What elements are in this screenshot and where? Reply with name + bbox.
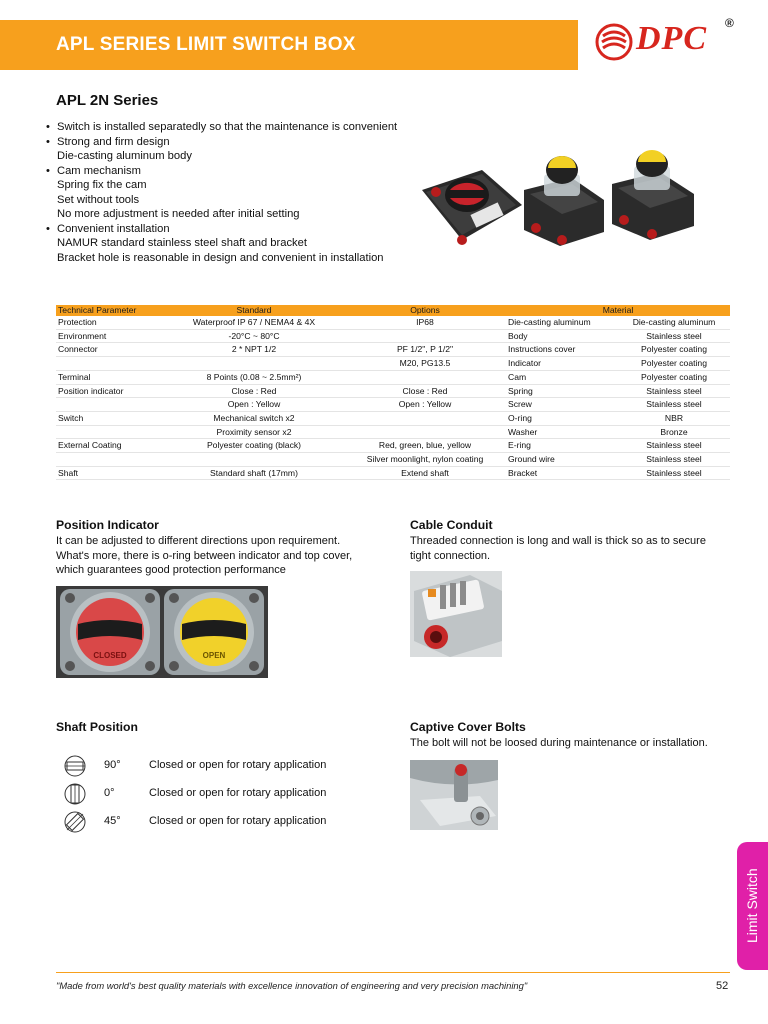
- table-row: [56, 384, 730, 398]
- param-cell: Position indicator: [56, 384, 164, 398]
- brand-name: DPC: [636, 20, 707, 57]
- page-number: 52: [716, 980, 729, 992]
- captive-bolt-photo: [410, 760, 498, 830]
- param-cell: External Coating: [56, 439, 164, 453]
- shaft-45-text: Closed or open for rotary application: [149, 815, 327, 827]
- standard-cell: [164, 357, 344, 371]
- options-cell: Close : Red: [344, 384, 506, 398]
- shaft-row-45: [62, 811, 392, 833]
- standard-cell: -20°C ~ 80°C: [164, 329, 344, 343]
- feature-item: Spring fix the cam: [57, 179, 147, 191]
- material-part-cell: Ground wire: [506, 453, 618, 467]
- options-cell: [344, 425, 506, 439]
- param-cell: [56, 357, 164, 371]
- feature-item: Bracket hole is reasonable in design and convenient in installation: [57, 251, 384, 264]
- material-cell: Polyester coating: [618, 370, 730, 384]
- param-cell: Shaft: [56, 466, 164, 480]
- feature-item: Die-casting aluminum body: [57, 150, 192, 162]
- options-cell: Silver moonlight, nylon coating: [344, 453, 506, 467]
- position-indicator-line: which guarantees good protection performance: [56, 564, 286, 576]
- cable-conduit-text: [410, 534, 706, 563]
- param-cell: [56, 398, 164, 412]
- indicator-closed-label: CLOSED: [93, 651, 127, 660]
- registered-mark: ®: [725, 16, 734, 30]
- side-tab-limit-switch: [737, 842, 768, 970]
- table-row: [56, 466, 730, 480]
- table-row: [56, 453, 730, 467]
- param-cell: [56, 453, 164, 467]
- material-cell: Stainless steel: [618, 453, 730, 467]
- page-title: APL SERIES LIMIT SWITCH BOX: [56, 34, 356, 55]
- options-cell: M20, PG13.5: [344, 357, 506, 371]
- product-photos: [412, 150, 702, 260]
- cable-conduit-line: Threaded connection is long and wall is thick so as to secure: [410, 535, 706, 547]
- feature-list: [44, 120, 424, 265]
- feature-item: No more adjustment is needed after initial setting: [57, 208, 300, 220]
- material-cell: Stainless steel: [618, 384, 730, 398]
- standard-cell: Close : Red: [164, 384, 344, 398]
- side-tab-label: Limit Switch: [744, 868, 760, 944]
- material-part-cell: E-ring: [506, 439, 618, 453]
- param-cell: [56, 425, 164, 439]
- feature-item: Set without tools: [57, 193, 140, 206]
- options-cell: PF 1/2", P 1/2": [344, 343, 506, 357]
- material-cell: Bronze: [618, 425, 730, 439]
- cable-conduit-title: Cable Conduit: [410, 518, 493, 532]
- material-part-cell: Instructions cover: [506, 343, 618, 357]
- standard-cell: 2 * NPT 1/2: [164, 343, 344, 357]
- product-photo-2: [524, 156, 604, 246]
- options-cell: IP68: [344, 316, 506, 329]
- material-cell: Stainless steel: [618, 439, 730, 453]
- material-cell: Stainless steel: [618, 466, 730, 480]
- material-part-cell: Washer: [506, 425, 618, 439]
- param-cell: Environment: [56, 329, 164, 343]
- standard-cell: Standard shaft (17mm): [164, 466, 344, 480]
- material-cell: Stainless steel: [618, 398, 730, 412]
- standard-cell: 8 Points (0.08 ~ 2.5mm²): [164, 370, 344, 384]
- standard-cell: Waterproof IP 67 / NEMA4 & 4X: [164, 316, 344, 329]
- table-row: [56, 425, 730, 439]
- captive-cover-bolts-title: Captive Cover Bolts: [410, 720, 526, 734]
- product-photo-1: [422, 170, 522, 245]
- table-row: [56, 398, 730, 412]
- standard-cell: [164, 453, 344, 467]
- feature-item: NAMUR standard stainless steel shaft and bracket: [57, 237, 307, 249]
- feature-item: • Cam mechanism: [44, 164, 424, 179]
- options-cell: [344, 329, 506, 343]
- table-row: [56, 411, 730, 425]
- cable-conduit-line: tight connection.: [410, 549, 491, 562]
- material-part-cell: Die-casting aluminum: [506, 316, 618, 329]
- material-part-cell: Screw: [506, 398, 618, 412]
- col-header-standard: Standard: [164, 305, 344, 316]
- param-cell: Connector: [56, 343, 164, 357]
- material-cell: Die-casting aluminum: [618, 316, 730, 329]
- table-row: [56, 357, 730, 371]
- options-cell: Red, green, blue, yellow: [344, 439, 506, 453]
- footer-divider: [56, 972, 730, 973]
- material-cell: Polyester coating: [618, 343, 730, 357]
- shaft-row-90: [62, 755, 392, 777]
- feature-item: • Switch is installed separatedly so that the maintenance is convenient: [44, 120, 424, 135]
- material-part-cell: Cam: [506, 370, 618, 384]
- shaft-45-icon: [62, 811, 88, 833]
- spec-table-header: [56, 305, 730, 316]
- shaft-0-degree: 0°: [104, 787, 115, 799]
- material-cell: Stainless steel: [618, 329, 730, 343]
- header-bar: [0, 20, 578, 70]
- param-cell: Protection: [56, 316, 164, 329]
- logo-emblem-icon: [594, 22, 634, 62]
- table-row: [56, 370, 730, 384]
- product-photo-3: [612, 150, 694, 240]
- shaft-45-degree: 45°: [104, 815, 121, 827]
- material-part-cell: Body: [506, 329, 618, 343]
- material-cell: NBR: [618, 411, 730, 425]
- options-cell: Open : Yellow: [344, 398, 506, 412]
- standard-cell: Polyester coating (black): [164, 439, 344, 453]
- standard-cell: Mechanical switch x2: [164, 411, 344, 425]
- options-cell: [344, 370, 506, 384]
- material-part-cell: Indicator: [506, 357, 618, 371]
- param-cell: Terminal: [56, 370, 164, 384]
- feature-item: • Convenient installation: [44, 222, 424, 237]
- material-cell: Polyester coating: [618, 357, 730, 371]
- col-header-technical-parameter: Technical Parameter: [56, 305, 164, 316]
- standard-cell: Proximity sensor x2: [164, 425, 344, 439]
- position-indicator-line: It can be adjusted to different directions upon requirement.: [56, 535, 341, 547]
- shaft-90-icon: [62, 755, 88, 777]
- shaft-0-text: Closed or open for rotary application: [149, 787, 327, 799]
- material-part-cell: Spring: [506, 384, 618, 398]
- feature-item: • Strong and firm design: [44, 135, 424, 150]
- material-part-cell: Bracket: [506, 466, 618, 480]
- position-indicator-line: What's more, there is o-ring between indicator and top cover,: [56, 549, 353, 562]
- table-row: [56, 343, 730, 357]
- col-header-material: Material: [506, 305, 730, 316]
- indicator-open-label: OPEN: [202, 651, 226, 660]
- indicator-photo: [56, 586, 268, 678]
- param-cell: Switch: [56, 411, 164, 425]
- shaft-90-degree: 90°: [104, 759, 121, 771]
- standard-cell: Open : Yellow: [164, 398, 344, 412]
- shaft-0-icon: [62, 783, 88, 805]
- material-part-cell: O-ring: [506, 411, 618, 425]
- table-row: [56, 316, 730, 329]
- position-indicator-text: [56, 534, 352, 578]
- series-title: APL 2N Series: [56, 92, 159, 109]
- shaft-position-title: Shaft Position: [56, 720, 138, 734]
- options-cell: Extend shaft: [344, 466, 506, 480]
- shaft-90-text: Closed or open for rotary application: [149, 759, 327, 771]
- footer-quote: "Made from world's best quality materials with excellence innovation of engineering and very precision machining": [56, 980, 528, 991]
- table-row: [56, 439, 730, 453]
- table-row: [56, 329, 730, 343]
- spec-table: [56, 305, 730, 480]
- captive-cover-bolts-text: The bolt will not be loosed during maintenance or installation.: [410, 737, 708, 749]
- shaft-row-0: [62, 783, 392, 805]
- cable-conduit-photo: [410, 571, 502, 657]
- position-indicator-title: Position Indicator: [56, 518, 159, 532]
- options-cell: [344, 411, 506, 425]
- brand-logo: [594, 18, 744, 62]
- col-header-options: Options: [344, 305, 506, 316]
